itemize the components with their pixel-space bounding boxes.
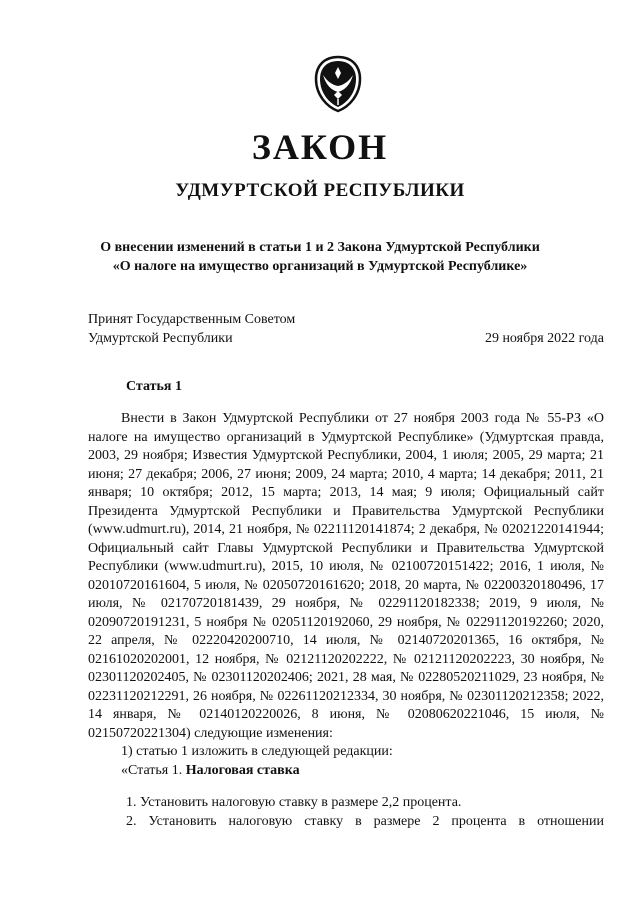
amendment-article-heading	[121, 762, 300, 781]
law-name-line-2: «О налоге на имущество организаций в Удмуртской Республике»	[112, 259, 528, 274]
adoption-date: 29 ноября 2022 года	[484, 331, 604, 346]
amendment-article-prefix: «Статья 1.	[121, 763, 183, 778]
adoption-line-2: Удмуртской Республики	[88, 331, 233, 346]
law-name	[60, 238, 580, 276]
amendment-article-title: Налоговая ставка	[185, 763, 300, 778]
adoption-line-1: Принят Государственным Советом	[88, 312, 296, 327]
document-subtitle: УДМУРТСКОЙ РЕСПУБЛИКИ	[175, 180, 465, 201]
adoption-info	[88, 310, 295, 348]
document-title: ЗАКОН	[251, 127, 389, 167]
article-heading: Статья 1	[126, 379, 182, 394]
tax-rate-point-2: 2. Установить налоговую ставку в размере 2 процента в отношении	[126, 814, 604, 829]
tax-rate-point-1: 1. Установить налоговую ставку в размере 2,2 процента.	[126, 795, 462, 810]
law-name-line-1: О внесении изменений в статьи 1 и 2 Закона Удмуртской Республики	[100, 240, 540, 255]
amendment-item-1: 1) статью 1 изложить в следующей редакции:	[121, 744, 393, 759]
article-body: Внести в Закон Удмуртской Республики от 27 ноября 2003 года № 55-РЗ «О налоге на имущество организаций в Удмуртской Республике» (Удмуртская правда, 2003, 29 ноября; Известия Удмуртской Республики, 2004, 1 июля; 2005, 29 марта; 21 июня; 27 декабря; 2006, 27 июня; 2009, 24 марта; 2010, 4 марта; 14 декабря; 2011, 21 января; 10 октября; 2012, 15 марта; 2013, 14 мая; 9 июля; Официальный сайт Президента Удмуртской Республики и Правительства Удмуртской Республики (www.udmurt.ru), 2014, 21 ноября, № 02211120141874; 2 декабря, № 02021220141944; Официальный сайт Главы Удмуртской Республики и Правительства Удмуртской Республики (www.udmurt.ru), 2015, 10 июля, № 02100720151422; 2016, 1 июля, № 02010720161604, 5 июля, № 02050720161620; 2018, 20 марта, № 02200320180496, 17 июля, № 02170720181439, 29 ноября, № 02291120182338; 2019, 9 июля, № 02090720191231, 5 ноября № 02051120192060, 29 ноября, № 02291120192260; 2020, 22 апреля, № 02220420200710, 14 июля, № 02140720201365, 16 октября, № 02161020202001, 12 ноября, № 02121120202222, № 02121120202223, 30 ноября, № 02301120202405, № 02301120202406; 2021, 28 мая, № 02280520211029, 23 ноября, № 02231120212291, 26 ноября, № 02261120212334, 30 ноября, № 02301120212358; 2022, 14 января, № 02140120220026, 8 июня, № 02080620221046, 15 июля, № 02150720221304) следующие изменения:	[88, 411, 604, 741]
coat-of-arms-icon	[313, 55, 363, 113]
